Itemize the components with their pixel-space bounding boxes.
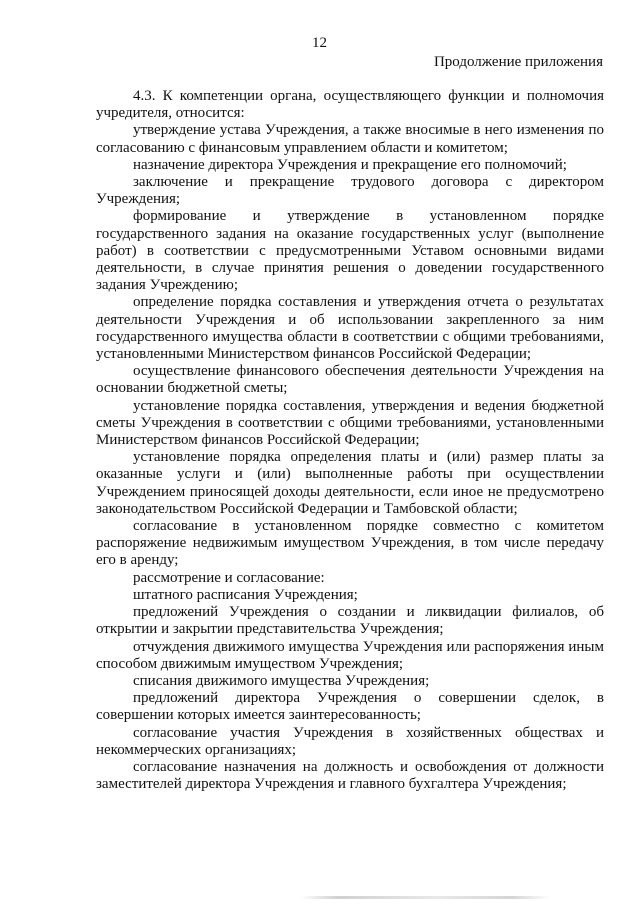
paragraph: согласование участия Учреждения в хозяйственных обществах и некоммерческих организациях; — [96, 724, 604, 758]
annex-continuation-note: Продолжение приложения — [433, 54, 603, 70]
paragraph: рассмотрение и согласование: — [133, 569, 325, 586]
paragraph: списания движимого имущества Учреждения; — [133, 672, 430, 689]
paragraph: согласование в установленном порядке совместно с комитетом распоряжение недвижимым имуществом Учреждения, в том числе передачу его в аренду; — [96, 518, 604, 569]
paragraph: штатного расписания Учреждения; — [133, 586, 358, 603]
paragraph: установление порядка составления, утверждения и ведения бюджетной сметы Учреждения в соответствии с общими требованиями, установленными Министерством финансов Российской Федерации; — [96, 397, 604, 449]
document-body — [96, 88, 604, 793]
paragraph-section-heading: 4.3. К компетенции органа, осуществляющего функции и полномочия учредителя, относится: — [96, 88, 604, 122]
paragraph: установление порядка определения платы и (или) размер платы за оказанные услуги и (или) выполненные работы при осуществлении Учреждением приносящей доходы деятельности, если иное не предусмотрено законодательством Российской Федерации и Тамбовской области; — [96, 449, 604, 517]
page-number: 12 — [312, 35, 327, 51]
paragraph: утверждение устава Учреждения, а также вносимые в него изменения по согласованию с финансовым управлением области и комитетом; — [96, 122, 604, 156]
paragraph: назначение директора Учреждения и прекращение его полномочий; — [133, 156, 567, 173]
paragraph: предложений директора Учреждения о совершении сделок, в совершении которых имеется заинтересованность; — [96, 690, 604, 724]
paragraph: определение порядка составления и утверждения отчета о результатах деятельности Учреждения и об использовании закрепленного за ним государственного имущества области в соответствии с общими требованиями, установленными Министерством финансов Российской Федерации; — [96, 294, 604, 363]
paragraph: согласование назначения на должность и освобождения от должности заместителей директора Учреждения и главного бухгалтера Учреждения; — [96, 758, 604, 793]
paragraph: предложений Учреждения о создании и ликвидации филиалов, об открытии и закрытии представительства Учреждения; — [96, 604, 604, 638]
paragraph: осуществление финансового обеспечения деятельности Учреждения на основании бюджетной сметы; — [96, 363, 604, 397]
scan-artifact — [300, 896, 550, 899]
paragraph: заключение и прекращение трудового договора с директором Учреждения; — [96, 174, 604, 208]
paragraph: отчуждения движимого имущества Учреждения или распоряжения иным способом движимым имуществом Учреждения; — [96, 638, 604, 672]
paragraph: формирование и утверждение в установленном порядке государственного задания на оказание государственных услуг (выполнение работ) в соответствии с предусмотренными Уставом основными видами деятельности, в случае принятия решения о доведении государственного задания Учреждению; — [96, 208, 604, 294]
